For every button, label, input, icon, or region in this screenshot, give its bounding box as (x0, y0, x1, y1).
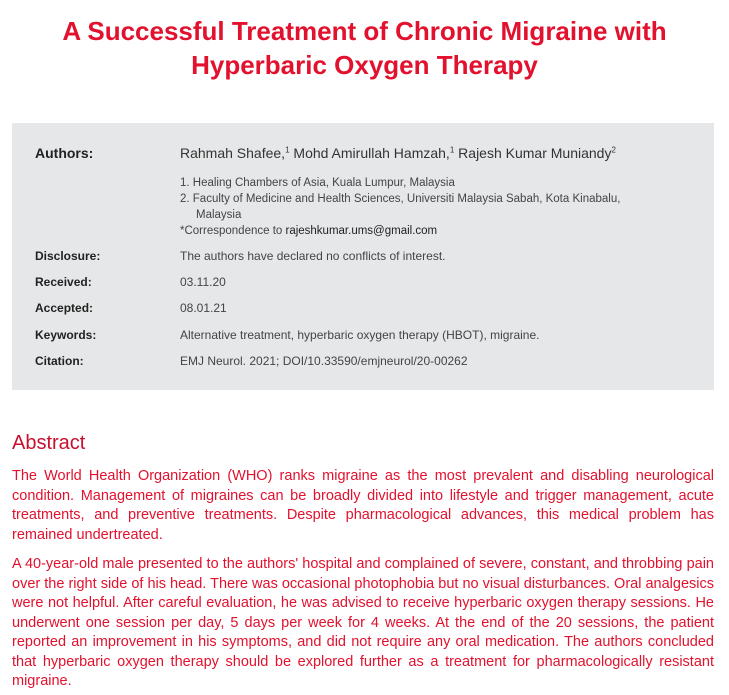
author-affiliation-marker: 1 (449, 145, 455, 155)
citation-value: EMJ Neurol. 2021; DOI/10.33590/emjneurol/20-00262 (180, 354, 468, 368)
disclosure-value: The authors have declared no conflicts of interest. (180, 249, 446, 263)
article-title (0, 14, 729, 82)
citation-label: Citation: (35, 354, 84, 368)
affiliation-2: 2. Faculty of Medicine and Health Sciences, Universiti Malaysia Sabah, Kota Kinabalu, (180, 193, 621, 205)
abstract-paragraph-1: The World Health Organization (WHO) ranks migraine as the most prevalent and disabling neurological condition. Management of migraines can be broadly divided into lifestyle and trigger management, acute treatments, and preventive treatments. Despite pharmacological advances, this medical problem has remained undertreated. (12, 468, 714, 543)
disclosure-label: Disclosure: (35, 249, 101, 263)
received-label: Received: (35, 275, 92, 289)
author-affiliation-marker: 2 (611, 145, 616, 155)
author-name: Rahmah Shafee, (180, 145, 286, 161)
keywords-label: Keywords: (35, 328, 97, 342)
correspondence-prefix: *Correspondence to (180, 225, 286, 237)
abstract-heading: Abstract (12, 432, 86, 454)
keywords-value: Alternative treatment, hyperbaric oxygen therapy (HBOT), migraine. (180, 328, 540, 342)
correspondence-email-link[interactable]: rajeshkumar.ums@gmail.com (285, 225, 438, 237)
affiliations (180, 175, 700, 239)
title-line-1: A Successful Treatment of Chronic Migraine with (62, 16, 667, 46)
author-affiliation-marker: 1 (285, 145, 290, 155)
accepted-label: Accepted: (35, 301, 94, 315)
article-metadata-box (12, 123, 714, 390)
authors-list (180, 145, 616, 161)
affiliation-2-continued: Malaysia (196, 209, 242, 221)
accepted-value: 08.01.21 (180, 301, 227, 315)
received-value: 03.11.20 (180, 275, 226, 289)
author-name: Mohd Amirullah Hamzah, (293, 145, 450, 161)
correspondence (180, 223, 700, 239)
affiliation-1: 1. Healing Chambers of Asia, Kuala Lumpur, Malaysia (180, 177, 455, 189)
authors-label: Authors: (35, 145, 94, 161)
author-name: Rajesh Kumar Muniandy (458, 145, 612, 161)
title-line-2: Hyperbaric Oxygen Therapy (191, 50, 538, 80)
abstract-paragraph-2: A 40-year-old male presented to the authors' hospital and complained of severe, constant, and throbbing pain over the right side of his head. There was occasional photophobia but no visual disturbances. Oral analgesics were not helpful. After careful evaluation, he was advised to receive hyperbaric oxygen therapy sessions. He underwent one session per day, 5 days per week for 4 weeks. At the end of the 20 sessions, the patient reported an improvement in his symptoms, and did not require any oral medication. The authors concluded that hyperbaric oxygen therapy should be explored further as a treatment for pharmacologically resistant migraine. (12, 556, 714, 689)
